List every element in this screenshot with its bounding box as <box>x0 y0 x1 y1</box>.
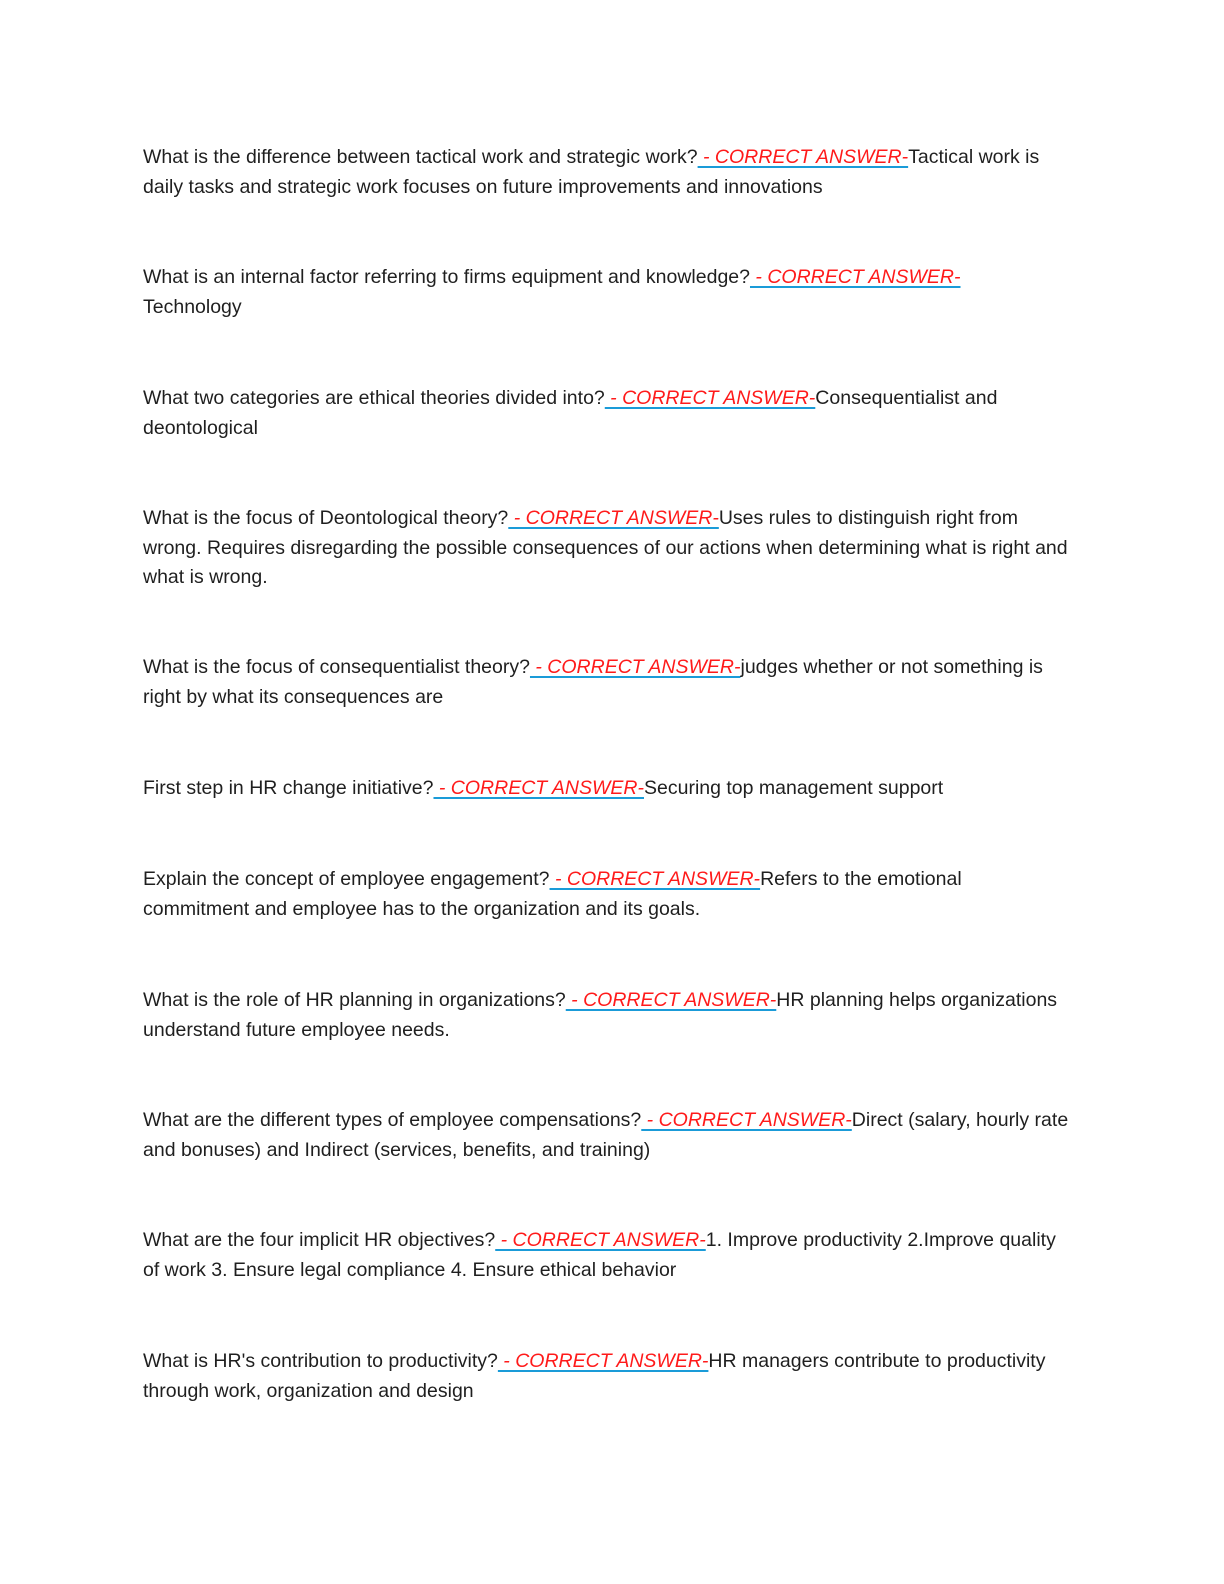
correct-answer-label: - CORRECT ANSWER- <box>697 146 909 168</box>
question-text: What is the role of HR planning in organizations? <box>143 989 566 1011</box>
question-text: What two categories are ethical theories divided into? <box>143 387 605 409</box>
answer-text: Tactical work is daily tasks and strategic work focuses on future improvements and innovations <box>143 146 1040 198</box>
correct-answer-label: - CORRECT ANSWER- <box>549 868 761 890</box>
correct-answer-label: - CORRECT ANSWER- <box>497 1350 709 1372</box>
answer-text: Consequentialist and deontological <box>143 387 998 439</box>
correct-answer-label: - CORRECT ANSWER- <box>641 1109 852 1131</box>
answer-text: Uses rules to distinguish right from wrong. Requires disregarding the possible consequences of our actions when determining what is right and what is wrong. <box>143 507 1068 588</box>
question-text: What is an internal factor referring to firms equipment and knowledge? <box>143 266 750 288</box>
qa-item <box>143 986 1073 1045</box>
correct-answer-label: - CORRECT ANSWER- <box>529 656 741 678</box>
qa-item <box>143 1226 1073 1285</box>
qa-item <box>143 774 1073 804</box>
answer-text: 1. Improve productivity 2.Improve quality of work 3. Ensure legal compliance 4. Ensure ethical behavior <box>143 1229 1056 1281</box>
answer-text: Technology <box>143 295 242 318</box>
answer-text: Refers to the emotional commitment and employee has to the organization and its goals. <box>143 868 962 920</box>
question-text: First step in HR change initiative? <box>143 777 434 799</box>
correct-answer-label: - CORRECT ANSWER- <box>508 507 719 529</box>
question-text: Explain the concept of employee engagement? <box>143 868 550 890</box>
question-text: What is HR's contribution to productivity? <box>143 1350 498 1372</box>
qa-item <box>143 504 1073 593</box>
question-text: What are the four implicit HR objectives? <box>143 1229 496 1251</box>
qa-item <box>143 384 1073 443</box>
qa-item <box>143 653 1073 712</box>
qa-item <box>143 143 1073 202</box>
qa-item <box>143 865 1073 924</box>
qa-item <box>143 1106 1073 1165</box>
qa-item <box>143 1347 1073 1406</box>
correct-answer-label: - CORRECT ANSWER- <box>565 989 777 1011</box>
question-text: What is the focus of Deontological theory? <box>143 507 509 529</box>
correct-answer-label: - CORRECT ANSWER- <box>433 777 644 799</box>
correct-answer-label: - CORRECT ANSWER- <box>604 387 816 409</box>
answer-text: HR planning helps organizations understand future employee needs. <box>143 989 1058 1041</box>
answer-text: judges whether or not something is right by what its consequences are <box>143 656 1043 708</box>
question-text: What is the focus of consequentialist theory? <box>143 656 530 678</box>
question-text: What are the different types of employee compensations? <box>143 1109 642 1131</box>
question-text: What is the difference between tactical work and strategic work? <box>143 146 698 168</box>
answer-text: Securing top management support <box>644 777 944 799</box>
answer-text: HR managers contribute to productivity through work, organization and design <box>143 1350 1046 1402</box>
correct-answer-label: - CORRECT ANSWER- <box>495 1229 706 1251</box>
qa-item <box>143 263 1073 322</box>
correct-answer-label: - CORRECT ANSWER- <box>749 266 961 288</box>
answer-text: Direct (salary, hourly rate and bonuses) and Indirect (services, benefits, and training) <box>143 1109 1069 1161</box>
